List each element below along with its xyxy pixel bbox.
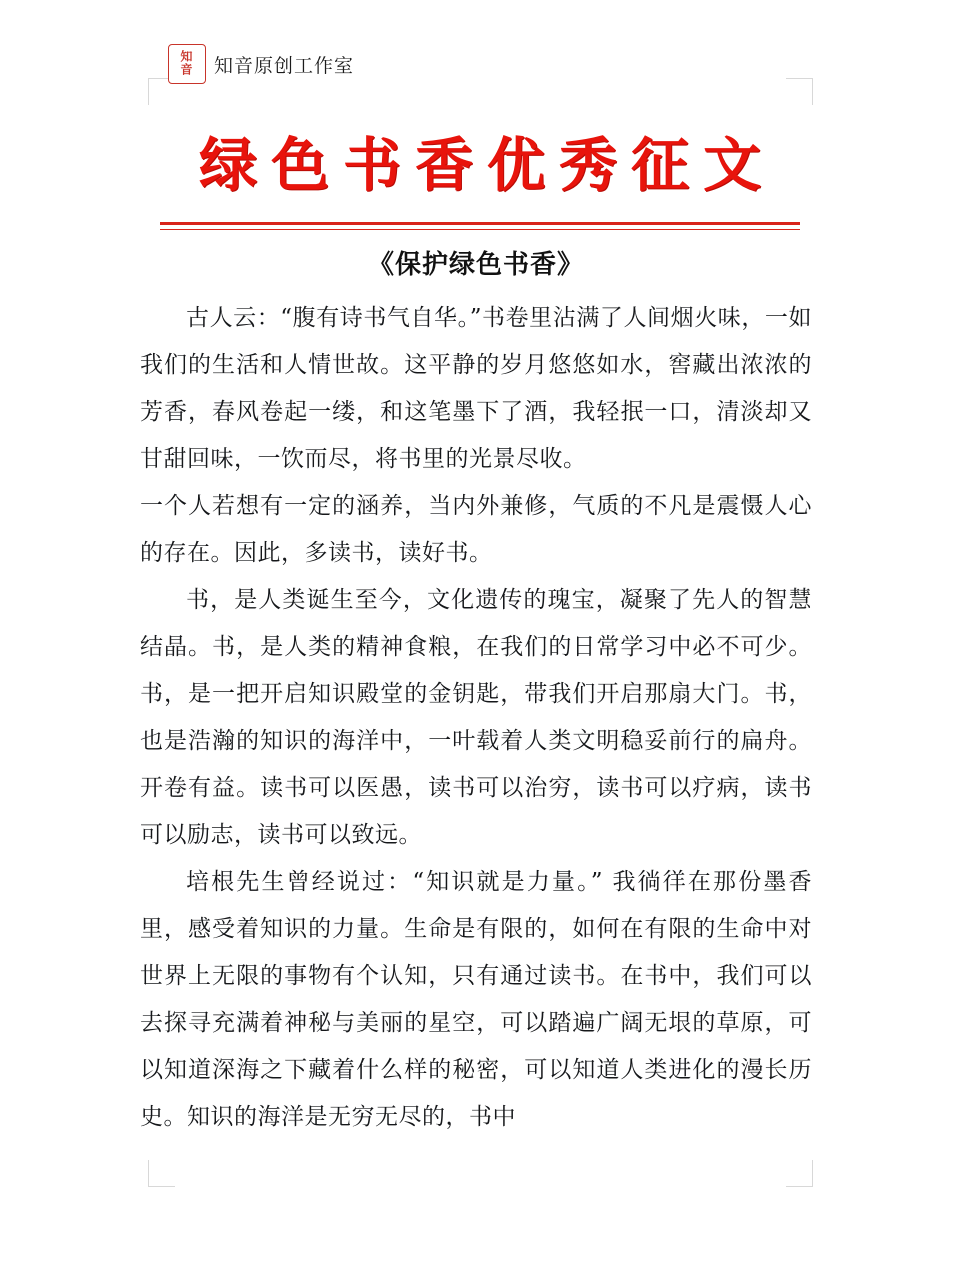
logo-glyph-bottom: 音 — [181, 63, 193, 78]
article-paragraph: 书，是人类诞生至今，文化遗传的瑰宝，凝聚了先人的智慧结晶。书，是人类的精神食粮，在我们的日常学习中必不可少。书，是一把开启知识殿堂的金钥匙，带我们开启那扇大门。书，也是浩瀚的知识的海洋中，一叶载着人类文明稳妥前行的扁舟。开卷有益。读书可以医愚，读书可以治穷，读书可以疗病，读书可以励志，读书可以致远。 — [140, 587, 812, 848]
banner — [0, 118, 960, 202]
logo-glyph-top: 知 — [181, 50, 193, 65]
article-title: 《保护绿色书香》 — [367, 250, 584, 280]
banner-divider-thin — [160, 229, 800, 230]
banner-title: 绿色书香优秀征文 — [198, 131, 775, 199]
brand-name: 知音原创工作室 — [214, 54, 355, 77]
masthead — [168, 44, 354, 84]
banner-divider-thick — [160, 222, 800, 225]
zhiyin-seal-logo-icon — [168, 44, 206, 84]
article-paragraph: 一个人若想有一定的涵养，当内外兼修，气质的不凡是震慑人心的存在。因此，多读书，读好书。 — [140, 493, 812, 566]
corner-mark-bottom-left — [148, 1160, 175, 1187]
corner-mark-top-right — [786, 78, 813, 105]
corner-mark-bottom-right — [786, 1160, 813, 1187]
article-body — [140, 244, 812, 1141]
article-paragraph: 古人云：“腹有诗书气自华。”书卷里沾满了人间烟火味，一如我们的生活和人情世故。这平静的岁月悠悠如水，窖藏出浓浓的芳香，春风卷起一缕，和这笔墨下了酒，我轻抿一口，清淡却又甘甜回味，一饮而尽，将书里的光景尽收。 — [140, 305, 812, 472]
article-paragraph: 培根先生曾经说过：“知识就是力量。” 我徜徉在那份墨香里，感受着知识的力量。生命是有限的，如何在有限的生命中对世界上无限的事物有个认知，只有通过读书。在书中，我们可以去探寻充满着神秘与美丽的星空，可以踏遍广阔无垠的草原，可以知道深海之下藏着什么样的秘密，可以知道人类进化的漫长历史。知识的海洋是无穷无尽的，书中 — [140, 869, 812, 1130]
